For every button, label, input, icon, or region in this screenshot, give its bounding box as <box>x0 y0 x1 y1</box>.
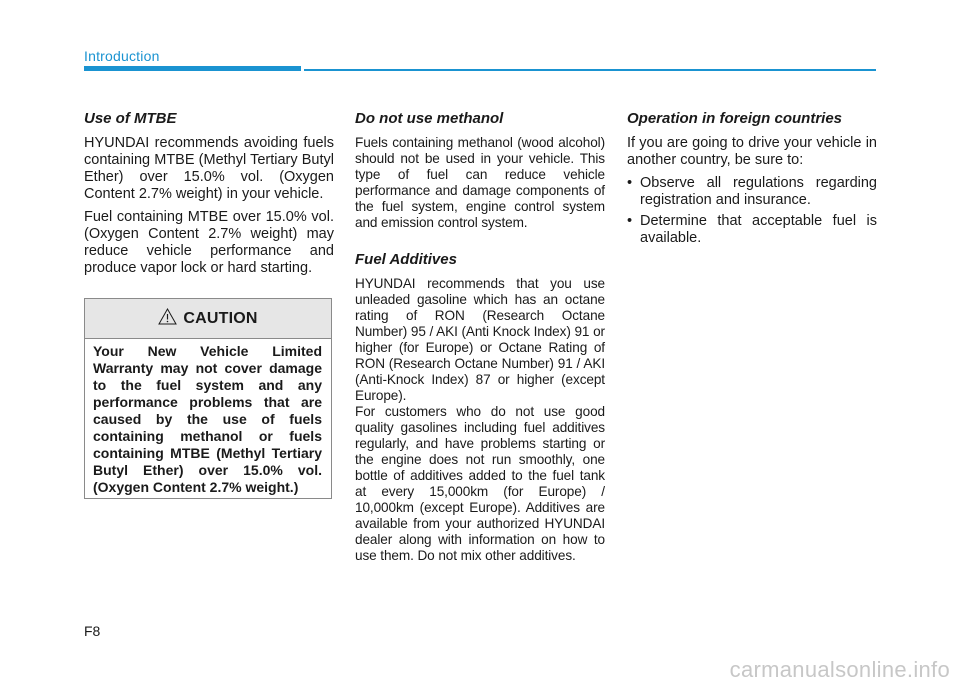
caution-text: Your New Vehicle Limited Warranty may not cover damage to the fuel system and any performance problems that are caused by the use of fuels containing methanol or fuels containing MTBE (Methyl Tertiary Butyl Ether) over 15.0% vol. (Oxygen Content 2.7% weight.) <box>93 343 322 495</box>
foreign-bullet-list <box>627 175 877 247</box>
heading-do-not-use-methanol: Do not use methanol <box>355 110 504 127</box>
methanol-paragraph: Fuels containing methanol (wood alcohol) should not be used in your vehicle. This type of fuel can reduce vehicle performance and damage components of the fuel system, engine control system and emission control system. <box>355 135 605 230</box>
page-number: F8 <box>84 623 101 639</box>
column-methanol-additives <box>355 110 605 564</box>
bullet-icon: • <box>627 213 633 229</box>
additives-paragraph-1: HYUNDAI recommends that you use unleaded gasoline which has an octane rating of RON (Research Octane Number) 95 / AKI (Anti Knock Index) 91 or higher (for Europe) or Octane Rating of RON (Research Octane Number) 91 / AKI (Anti-Knock Index) 87 or higher (except Europe). <box>355 276 605 403</box>
methanol-block <box>355 135 605 231</box>
column-foreign-countries <box>627 110 877 251</box>
column-mtbe <box>84 110 334 283</box>
section-title: Introduction <box>84 48 160 64</box>
additives-block <box>355 276 605 564</box>
watermark: carmanualsonline.info <box>729 657 950 682</box>
mtbe-paragraph-2: Fuel containing MTBE over 15.0% vol. (Oxygen Content 2.7% weight) may reduce vehicle performance and produce vapor lock or hard starting. <box>84 209 334 276</box>
list-item: • Determine that acceptable fuel is available. <box>627 213 877 246</box>
caution-header <box>85 299 331 339</box>
foreign-intro: If you are going to drive your vehicle in another country, be sure to: <box>627 135 877 168</box>
heading-operation-foreign-countries: Operation in foreign countries <box>627 110 843 127</box>
bullet-icon: • <box>627 175 633 191</box>
header-rule-thin <box>304 69 876 71</box>
heading-use-of-mtbe: Use of MTBE <box>84 110 177 127</box>
caution-box <box>84 298 332 499</box>
heading-fuel-additives: Fuel Additives <box>355 251 457 268</box>
header-rule-thick <box>84 66 301 71</box>
list-item: • Observe all regulations regarding registration and insurance. <box>627 175 877 208</box>
additives-paragraph-2: For customers who do not use good quality gasolines including fuel additives regularly, and have problems starting or the engine does not run smoothly, one bottle of additives added to the fuel tank at every 15,000km (for Europe) / 10,000km (except Europe). Additives are available from your authorized HYUNDAI dealer along with information on how to use them. Do not mix other additives. <box>355 404 605 563</box>
mtbe-paragraph-1: HYUNDAI recommends avoiding fuels containing MTBE (Methyl Tertiary Butyl Ether) over 15.0% vol. (Oxygen Content 2.7% weight) in your vehicle. <box>84 135 334 202</box>
caution-title: CAUTION <box>183 309 258 327</box>
warning-triangle-icon <box>158 308 177 330</box>
